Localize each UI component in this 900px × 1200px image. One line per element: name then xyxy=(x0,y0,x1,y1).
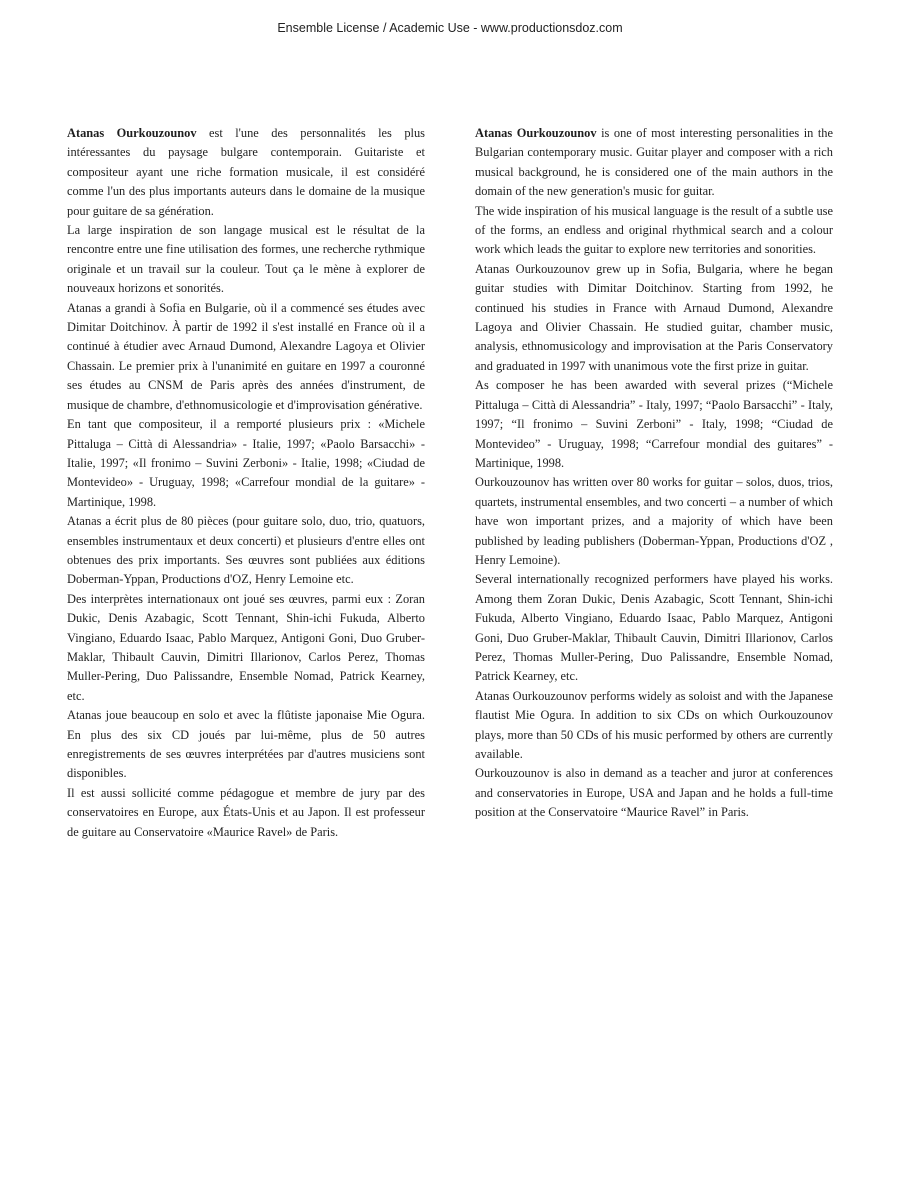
english-paragraph: Ourkouzounov is also in demand as a teacher and juror at conferences and conservatories in Europe, USA and Japan and he holds a full-time position at the Conservatoire “Maurice Ravel” in Paris. xyxy=(475,766,833,820)
english-paragraph: The wide inspiration of his musical language is the result of a subtle use of the forms, an endless and original rhythmical search and a colour work which leads the guitar to explore new territories and sonorities. xyxy=(475,203,833,257)
french-paragraph: Des interprètes internationaux ont joué ses œuvres, parmi eux : Zoran Dukic, Denis Azabagic, Scott Tennant, Shin-ichi Fukuda, Alberto Vingiano, Eduardo Isaac, Pablo Marquez, Antigoni Goni, Duo Gruber-Maklar, Thibault Cauvin, Dimitri Illarionov, Carlos Perez, Thomas Muller-Pering, Duo Palissandre, Ensemble Nomad, Patrick Kearney, etc. xyxy=(67,591,425,703)
english-intro-text: is one of most interesting personalities in the Bulgarian contemporary music. Guitar player and composer with a rich musical background, he is considered one of the main authors in the domain of the new generation's music for guitar. xyxy=(475,126,833,199)
french-paragraph: Il est aussi sollicité comme pédagogue et membre de jury par des conservatoires en Europe, aux États-Unis et au Japon. Il est professeur de guitare au Conservatoire «Maurice Ravel» de Paris. xyxy=(67,785,425,839)
french-paragraph: Atanas a grandi à Sofia en Bulgarie, où il a commencé ses études avec Dimitar Doitchinov. À partir de 1992 il s'est installé en France où il a continué à étudier avec Arnaud Dumond, Alexandre Lagoya et Olivier Chassain. Le premier prix à l'unanimité en guitare en 1997 a couronné ses études au CNSM de Paris après des années d'instrument, de musique de chambre, d'ethnomusicologie et d'improvisation générative. xyxy=(67,300,425,412)
english-paragraph: Ourkouzounov has written over 80 works for guitar – solos, duos, trios, quartets, instrumental ensembles, and two concerti – a number of which have won important prizes, and a majority of which have been published by leading publishers (Doberman-Yppan, Productions d'OZ , Henry Lemoine). xyxy=(475,475,833,567)
french-intro-name: Atanas Ourkouzounov xyxy=(67,126,197,140)
french-biography-column xyxy=(67,124,425,842)
french-paragraph: Atanas joue beaucoup en solo et avec la flûtiste japonaise Mie Ogura. En plus des six CD joués par lui-même, plus de 50 autres enregistrements de ses œuvres interprétées par d'autres musiciens sont disponibles. xyxy=(67,708,425,781)
french-paragraph: La large inspiration de son langage musical est le résultat de la rencontre entre une fine utilisation des formes, une recherche rythmique originale et un travail sur la couleur. Tout ça le mène à explorer de nouveaux horizons et sonorités. xyxy=(67,223,425,296)
english-intro-name: Atanas Ourkouzounov xyxy=(475,126,597,140)
english-paragraph: Several internationally recognized performers have played his works. Among them Zoran Dukic, Denis Azabagic, Scott Tennant, Shin-ichi Fukuda, Alberto Vingiano, Eduardo Isaac, Pablo Marquez, Antigoni Goni, Duo Gruber-Maklar, Thibault Cauvin, Dimitri Illarionov, Carlos Perez, Thomas Muller-Pering, Duo Palissandre, Ensemble Nomad, Patrick Kearney, etc. xyxy=(475,572,833,684)
page-header: Ensemble License / Academic Use - www.productionsdoz.com xyxy=(277,21,623,35)
english-paragraph: Atanas Ourkouzounov grew up in Sofia, Bulgaria, where he began guitar studies with Dimitar Doitchinov. Starting from 1992, he continued his studies in France with Arnaud Dumond, Alexandre Lagoya and Olivier Chassain. He studied guitar, chamber music, analysis, ethnomusicology and improvisation at the Paris Conservatory and graduated in 1997 with unanimous vote the first prize in guitar. xyxy=(475,261,833,373)
french-intro-text: est l'une des personnalités les plus intéressantes du paysage bulgare contemporain. Guitariste et compositeur ayant une riche formation musicale, il est considéré comme l'un des plus importants auteurs dans le domaine de la musique pour guitare de sa génération. xyxy=(67,126,425,218)
french-intro-paragraph xyxy=(67,124,425,221)
english-intro-paragraph xyxy=(475,124,833,202)
french-paragraph: Atanas a écrit plus de 80 pièces (pour guitare solo, duo, trio, quatuors, ensembles instrumentaux et deux concerti) et plusieurs d'entre elles ont obtenues des prix importants. Ses œuvres sont publiées aux éditions Doberman-Yppan, Productions d'OZ, Henry Lemoine etc. xyxy=(67,514,425,587)
english-paragraph: Atanas Ourkouzounov performs widely as soloist and with the Japanese flautist Mie Ogura. In addition to six CDs on which Ourkouzounov plays, more than 50 CDs of his music performed by others are currently available. xyxy=(475,688,833,761)
english-paragraph: As composer he has been awarded with several prizes (“Michele Pittaluga – Città di Alessandria” - Italy, 1997; “Paolo Barsacchi” - Italy, 1997; “Il fronimo – Suvini Zerboni” - Italy, 1998; “Ciudad de Montevideo” - Uruguay, 1998; “Carrefour mondial des guitares” - Martinique, 1998. xyxy=(475,378,833,470)
french-paragraph: En tant que compositeur, il a remporté plusieurs prix : «Michele Pittaluga – Città di Alessandria» - Italie, 1997; «Paolo Barsacchi» - Italie, 1997; «Il fronimo – Suvini Zerboni» - Italie, 1998; «Ciudad de Montevideo» - Uruguay, 1998; «Carrefour mondial de la guitare» - Martinique, 1998. xyxy=(67,417,425,509)
english-biography-column xyxy=(475,124,833,823)
